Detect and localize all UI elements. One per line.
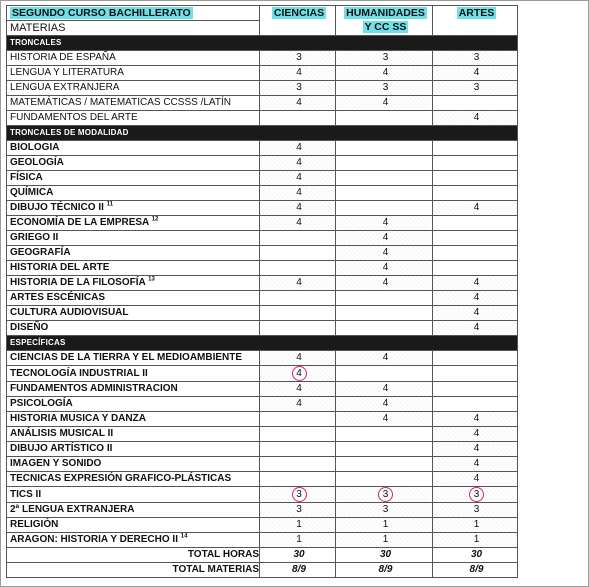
hours-artes <box>433 66 518 81</box>
table-row <box>7 291 518 306</box>
table-row <box>7 412 518 427</box>
subject-label: FUNDAMENTOS ADMINISTRACION <box>10 383 178 394</box>
hours-value: 1 <box>296 519 302 530</box>
hours-humanidades <box>336 366 433 382</box>
hours-artes <box>433 231 518 246</box>
subject-name <box>7 397 260 412</box>
totals-value: 8/9 <box>260 563 336 578</box>
hours-value: 4 <box>296 383 302 394</box>
hours-value: 4 <box>473 413 480 424</box>
table-row <box>7 276 518 291</box>
hours-artes <box>433 503 518 518</box>
footnote-ref: 13 <box>148 276 155 283</box>
table-row <box>7 51 518 66</box>
hours-value: 4 <box>473 202 480 213</box>
section-row <box>7 126 518 141</box>
section-row <box>7 36 518 51</box>
subjects-table <box>6 5 518 578</box>
table-row <box>7 231 518 246</box>
table-row <box>7 472 518 487</box>
hours-value: 4 <box>382 352 389 363</box>
subject-label: CIENCIAS DE LA TIERRA Y EL MEDIOAMBIENTE <box>10 352 243 363</box>
hours-artes <box>433 321 518 336</box>
column-header-humanidades: HUMANIDADES Y CC SS <box>336 6 433 36</box>
hours-artes <box>433 518 518 533</box>
subject-label: PSICOLOGÍA <box>10 398 73 409</box>
hours-humanidades <box>336 141 433 156</box>
subject-name <box>7 412 260 427</box>
subject-name <box>7 216 260 231</box>
hours-artes <box>433 171 518 186</box>
subject-name <box>7 186 260 201</box>
subject-label: DIBUJO TÉCNICO II <box>10 202 104 213</box>
hours-artes <box>433 201 518 216</box>
totals-label: TOTAL HORAS <box>7 548 260 563</box>
hours-value: 3 <box>473 504 480 515</box>
hours-artes <box>433 472 518 487</box>
subject-label: BIOLOGIA <box>10 142 60 153</box>
hours-ciencias <box>260 472 336 487</box>
subject-name <box>7 156 260 171</box>
hours-ciencias <box>260 306 336 321</box>
hours-value: 4 <box>382 277 389 288</box>
hours-ciencias <box>260 246 336 261</box>
hours-humanidades <box>336 412 433 427</box>
hours-artes <box>433 81 518 96</box>
table-row <box>7 171 518 186</box>
hours-artes <box>433 111 518 126</box>
subject-label: RELIGIÓN <box>10 519 59 530</box>
section-header: ESPECÍFICAS <box>7 336 518 351</box>
hours-value: 4 <box>382 383 389 394</box>
hours-artes <box>433 397 518 412</box>
table-row <box>7 306 518 321</box>
subject-name <box>7 231 260 246</box>
subject-label: 2ª LENGUA EXTRANJERA <box>10 504 135 515</box>
subject-label: GRIEGO II <box>10 232 59 243</box>
hours-artes <box>433 141 518 156</box>
table-row <box>7 186 518 201</box>
hours-humanidades <box>336 503 433 518</box>
hours-value: 4 <box>382 232 389 243</box>
hours-value: 4 <box>473 292 480 303</box>
hours-humanidades <box>336 66 433 81</box>
hours-artes <box>433 216 518 231</box>
subject-label: TECNICAS EXPRESIÓN GRAFICO-PLÁSTICAS <box>10 473 232 484</box>
subject-name <box>7 51 260 66</box>
hours-ciencias <box>260 66 336 81</box>
hours-value: 3 <box>382 82 389 93</box>
hours-value: 4 <box>382 262 389 273</box>
hours-value: 3 <box>473 52 480 63</box>
table-row <box>7 141 518 156</box>
subject-name <box>7 351 260 366</box>
hours-value: 3 <box>382 52 389 63</box>
hours-humanidades <box>336 81 433 96</box>
hours-value: 1 <box>296 534 302 545</box>
footnote-ref: 12 <box>151 216 159 223</box>
hours-value: 4 <box>296 277 302 288</box>
hours-humanidades <box>336 457 433 472</box>
table-row <box>7 351 518 366</box>
hours-humanidades <box>336 351 433 366</box>
hours-humanidades <box>336 427 433 442</box>
hours-value: 4 <box>473 473 480 484</box>
subject-label: HISTORIA MUSICA Y DANZA <box>10 413 146 424</box>
hours-ciencias <box>260 503 336 518</box>
circled-value: 3 <box>378 487 393 502</box>
table-row <box>7 427 518 442</box>
table-row <box>7 397 518 412</box>
table-row <box>7 457 518 472</box>
table-row <box>7 156 518 171</box>
hours-ciencias <box>260 457 336 472</box>
hours-artes <box>433 186 518 201</box>
subject-label: ANÁLISIS MUSICAL II <box>10 428 114 439</box>
hours-artes <box>433 533 518 548</box>
hours-value: 4 <box>473 67 480 78</box>
table-row <box>7 246 518 261</box>
hours-ciencias <box>260 96 336 111</box>
hours-value: 4 <box>473 322 480 333</box>
subject-name <box>7 291 260 306</box>
table-row <box>7 518 518 533</box>
hours-value: 4 <box>296 172 302 183</box>
materias-label: MATERIAS <box>7 21 260 36</box>
subject-label: HISTORIA DEL ARTE <box>10 262 110 273</box>
hours-humanidades <box>336 186 433 201</box>
hours-humanidades <box>336 487 433 503</box>
hours-value: 1 <box>382 519 389 530</box>
hours-humanidades <box>336 156 433 171</box>
circled-value: 4 <box>292 366 307 381</box>
table-row <box>7 321 518 336</box>
hours-artes <box>433 276 518 291</box>
hours-humanidades <box>336 518 433 533</box>
totals-value: 8/9 <box>433 563 518 578</box>
hours-artes <box>433 51 518 66</box>
hours-humanidades <box>336 261 433 276</box>
subject-name <box>7 81 260 96</box>
subject-name <box>7 457 260 472</box>
hours-humanidades <box>336 51 433 66</box>
hours-humanidades <box>336 201 433 216</box>
table-row <box>7 201 518 216</box>
hours-value: 3 <box>382 504 389 515</box>
hours-humanidades <box>336 397 433 412</box>
totals-label: TOTAL MATERIAS <box>7 563 260 578</box>
subject-label: QUÍMICA <box>10 187 54 198</box>
subject-name <box>7 533 260 548</box>
subject-label: IMAGEN Y SONIDO <box>10 458 102 469</box>
hours-value: 4 <box>473 428 480 439</box>
hours-humanidades <box>336 472 433 487</box>
hours-value: 4 <box>296 187 302 198</box>
totals-value: 30 <box>336 548 433 563</box>
hours-ciencias <box>260 487 336 503</box>
hours-ciencias <box>260 156 336 171</box>
hours-ciencias <box>260 186 336 201</box>
subject-label: DISEÑO <box>10 322 49 333</box>
circled-value: 3 <box>292 487 307 502</box>
hours-ciencias <box>260 51 336 66</box>
subject-label: TICS II <box>10 488 42 500</box>
subject-name <box>7 96 260 111</box>
hours-ciencias <box>260 81 336 96</box>
hours-humanidades <box>336 111 433 126</box>
hours-artes <box>433 427 518 442</box>
hours-ciencias <box>260 382 336 397</box>
subject-label: TECNOLOGÍA INDUSTRIAL II <box>10 367 148 379</box>
subject-name <box>7 321 260 336</box>
subject-name <box>7 442 260 457</box>
subject-label: LENGUA Y LITERATURA <box>10 67 124 78</box>
hours-artes <box>433 246 518 261</box>
totals-value: 30 <box>260 548 336 563</box>
hours-humanidades <box>336 382 433 397</box>
subject-name <box>7 171 260 186</box>
hours-ciencias <box>260 141 336 156</box>
subject-label: CULTURA AUDIOVISUAL <box>10 307 129 318</box>
hours-artes <box>433 351 518 366</box>
subject-name <box>7 427 260 442</box>
table-row <box>7 66 518 81</box>
subject-name <box>7 276 260 291</box>
subject-label: LENGUA EXTRANJERA <box>10 82 120 93</box>
section-header: TRONCALES <box>7 36 518 51</box>
totals-value: 8/9 <box>336 563 433 578</box>
hours-humanidades <box>336 306 433 321</box>
hours-humanidades <box>336 216 433 231</box>
hours-value: 4 <box>296 398 302 409</box>
table-row <box>7 366 518 382</box>
subject-name <box>7 306 260 321</box>
subject-label: DIBUJO ARTÍSTICO II <box>10 443 113 454</box>
subject-name <box>7 382 260 397</box>
hours-value: 4 <box>296 352 302 363</box>
hours-value: 4 <box>473 458 480 469</box>
hours-ciencias <box>260 366 336 382</box>
totals-row <box>7 563 518 578</box>
hours-value: 4 <box>382 97 389 108</box>
hours-humanidades <box>336 276 433 291</box>
hours-value: 4 <box>296 202 302 213</box>
footnote-ref: 11 <box>106 201 114 208</box>
subject-label: HISTORIA DE ESPAÑA <box>10 52 116 63</box>
subject-name <box>7 201 260 216</box>
hours-value: 4 <box>473 112 480 123</box>
column-header-ciencias: CIENCIAS <box>260 6 336 36</box>
hours-artes <box>433 442 518 457</box>
hours-humanidades <box>336 291 433 306</box>
hours-value: 4 <box>296 157 302 168</box>
hours-humanidades <box>336 246 433 261</box>
hours-artes <box>433 291 518 306</box>
table-row <box>7 81 518 96</box>
hours-ciencias <box>260 231 336 246</box>
hours-value: 4 <box>382 247 389 258</box>
hours-ciencias <box>260 533 336 548</box>
hours-value: 4 <box>473 307 480 318</box>
hours-ciencias <box>260 216 336 231</box>
hours-value: 4 <box>296 67 302 78</box>
hours-value: 1 <box>382 534 389 545</box>
subject-name <box>7 503 260 518</box>
subject-name <box>7 472 260 487</box>
section-row <box>7 336 518 351</box>
hours-value: 4 <box>473 277 480 288</box>
hours-humanidades <box>336 171 433 186</box>
hours-value: 4 <box>296 217 302 228</box>
hours-ciencias <box>260 201 336 216</box>
hours-ciencias <box>260 321 336 336</box>
hours-artes <box>433 366 518 382</box>
subject-name <box>7 261 260 276</box>
hours-ciencias <box>260 412 336 427</box>
subject-label: ARAGON: HISTORIA Y DERECHO II <box>10 534 178 545</box>
subject-label: ARTES ESCÉNICAS <box>10 292 106 303</box>
subject-name <box>7 111 260 126</box>
hours-value: 4 <box>382 67 389 78</box>
subject-name <box>7 66 260 81</box>
circled-value: 3 <box>469 487 484 502</box>
table-row <box>7 487 518 503</box>
totals-row <box>7 548 518 563</box>
hours-artes <box>433 306 518 321</box>
hours-humanidades <box>336 96 433 111</box>
table-row <box>7 216 518 231</box>
hours-value: 3 <box>296 504 302 515</box>
subject-label: GEOLOGÍA <box>10 157 64 168</box>
hours-ciencias <box>260 276 336 291</box>
hours-ciencias <box>260 518 336 533</box>
hours-humanidades <box>336 231 433 246</box>
hours-value: 1 <box>473 519 480 530</box>
hours-humanidades <box>336 442 433 457</box>
hours-ciencias <box>260 351 336 366</box>
subject-label: GEOGRAFÍA <box>10 247 71 258</box>
hours-ciencias <box>260 291 336 306</box>
subject-name <box>7 487 260 503</box>
subject-label: MATEMÁTICAS / MATEMATICAS CCSSS /LATÍN <box>10 97 231 108</box>
table-row <box>7 442 518 457</box>
subject-label: FUNDAMENTOS DEL ARTE <box>10 112 138 123</box>
hours-artes <box>433 412 518 427</box>
subject-label: HISTORIA DE LA FILOSOFÍA <box>10 277 146 288</box>
subject-name <box>7 246 260 261</box>
hours-value: 4 <box>473 443 480 454</box>
table-row <box>7 96 518 111</box>
subject-name <box>7 366 260 382</box>
table-title: SEGUNDO CURSO BACHILLERATO <box>7 6 260 21</box>
hours-artes <box>433 261 518 276</box>
hours-value: 4 <box>382 217 389 228</box>
table-row <box>7 261 518 276</box>
hours-artes <box>433 382 518 397</box>
hours-humanidades <box>336 533 433 548</box>
subject-label: FÍSICA <box>10 172 43 183</box>
hours-artes <box>433 487 518 503</box>
hours-ciencias <box>260 427 336 442</box>
hours-ciencias <box>260 261 336 276</box>
hours-ciencias <box>260 111 336 126</box>
table-row <box>7 503 518 518</box>
subject-name <box>7 518 260 533</box>
hours-artes <box>433 457 518 472</box>
hours-artes <box>433 156 518 171</box>
hours-value: 3 <box>473 82 480 93</box>
subject-label: ECONOMÍA DE LA EMPRESA <box>10 217 149 228</box>
hours-ciencias <box>260 171 336 186</box>
hours-value: 1 <box>473 534 480 545</box>
hours-value: 4 <box>296 142 302 153</box>
hours-ciencias <box>260 397 336 412</box>
footnote-ref: 14 <box>180 533 188 540</box>
hours-artes <box>433 96 518 111</box>
subject-name <box>7 141 260 156</box>
header-row-1 <box>7 6 518 21</box>
hours-ciencias <box>260 442 336 457</box>
table-row <box>7 382 518 397</box>
hours-value: 4 <box>382 398 389 409</box>
hours-value: 3 <box>296 82 302 93</box>
hours-value: 4 <box>296 97 302 108</box>
totals-value: 30 <box>433 548 518 563</box>
table-row <box>7 111 518 126</box>
table-row <box>7 533 518 548</box>
hours-value: 4 <box>382 413 389 424</box>
section-header: TRONCALES DE MODALIDAD <box>7 126 518 141</box>
column-header-artes: ARTES <box>433 6 518 36</box>
hours-humanidades <box>336 321 433 336</box>
hours-value: 3 <box>296 52 302 63</box>
